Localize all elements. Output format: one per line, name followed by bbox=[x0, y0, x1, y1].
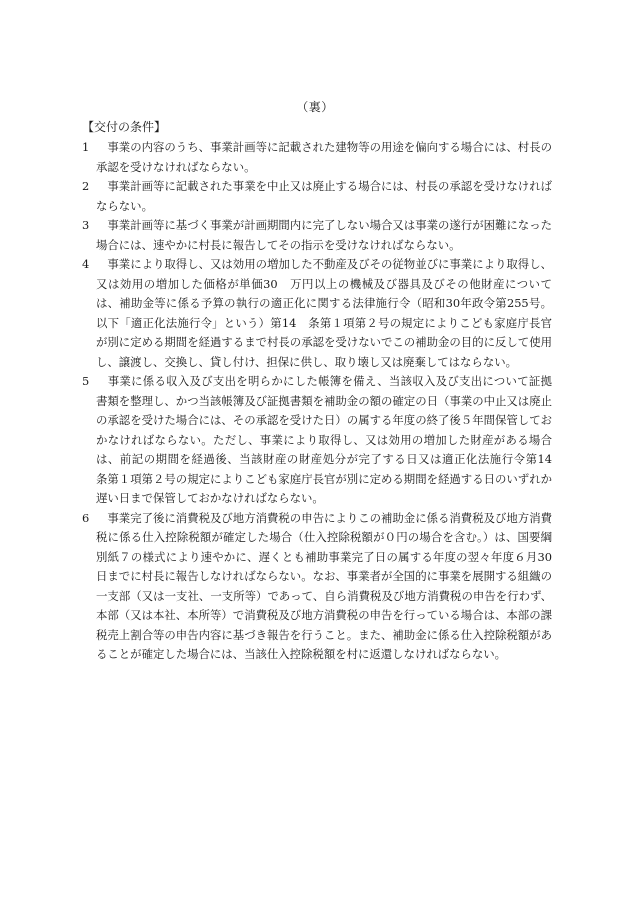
condition-text: 事業の内容のうち、事業計画等に記載された建物等の用途を偏向する場合には、村長の承認を受けなければならない。 bbox=[96, 140, 552, 174]
page-side-label: （裏） bbox=[296, 100, 334, 114]
condition-number: 6 bbox=[82, 510, 90, 525]
section-heading: 【交付の条件】 bbox=[82, 120, 167, 134]
condition-text: 事業に係る収入及び支出を明らかにした帳簿を備え、当該収入及び支出について証拠書類を整理し、かつ当該帳簿及び証拠書類を補助金の額の確定の日（事業の中止又は廃止の承認を受けた場合には、その承認を受けた日）の属する年度の終了後５年間保管しておかなければならない。ただし、事業により取得し、又は効用の増加した財産がある場合は、前記の期間を経過後、当該財産の財産処分が完了する日又は適正化法施行令第14 条第１項第２号の規定によりこども家庭庁長官が別に定める期間を経過する日のいずれか遅い日まで保管しておかなければならない。 bbox=[96, 374, 564, 505]
condition-text: 事業完了後に消費税及び地方消費税の申告によりこの補助金に係る消費税及び地方消費税に係る仕入控除税額が確定した場合（仕入控除税額が０円の場合を含む。）は、国要綱別紙７の様式により速やかに、遅くとも補助事業完了日の属する年度の翌々年度６月30 日までに村長に報告しなければならない。なお、事業者が全国的に事業を展開する組織の一支部（又は一支社、一支所等）であって、自ら消費税及び地方消費税の申告を行わず、本部（又は本社、本所等）で消費税及び地方消費税の申告を行っている場合は、本部の課税売上割合等の申告内容に基づき報告を行うこと。また、補助金に係る仕入控除税額があることが確定した場合には、当該仕入控除税額を村に返還しなければならない。 bbox=[96, 510, 564, 661]
condition-number: 4 bbox=[82, 257, 90, 271]
condition-item bbox=[82, 138, 552, 177]
condition-item bbox=[82, 372, 564, 509]
condition-text: 事業計画等に記載された事業を中止又は廃止する場合には、村長の承認を受けなければならない。 bbox=[96, 179, 552, 213]
condition-number: 3 bbox=[82, 218, 90, 232]
condition-text: 事業計画等に基づく事業が計画期間内に完了しない場合又は事業の遂行が困難になった場合には、速やかに村長に報告してその指示を受けなければならない。 bbox=[96, 218, 552, 252]
condition-item bbox=[82, 255, 552, 372]
condition-item bbox=[82, 509, 564, 665]
condition-number: 5 bbox=[82, 374, 90, 388]
conditions-list bbox=[82, 138, 564, 665]
condition-number: 2 bbox=[82, 179, 90, 193]
condition-number: 1 bbox=[82, 140, 90, 154]
condition-item bbox=[82, 177, 552, 216]
condition-item bbox=[82, 216, 552, 255]
condition-text: 事業により取得し、又は効用の増加した不動産及びその従物並びに事業により取得し、又は効用の増加した価格が単価30 万円以上の機械及び器具及びその他財産については、補助金等に係る予算の執行の適正化に関する法律施行令（昭和30年政令第255号。以下「適正化法施行令」という）第14 条第１項第２号の規定によりこども家庭庁長官が別に定める期間を経過するまで村長の承認を受けないでこの補助金の目的に反して使用し、譲渡し、交換し、貸し付け、担保に供し、取り壊し又は廃棄してはならない。 bbox=[96, 257, 552, 369]
